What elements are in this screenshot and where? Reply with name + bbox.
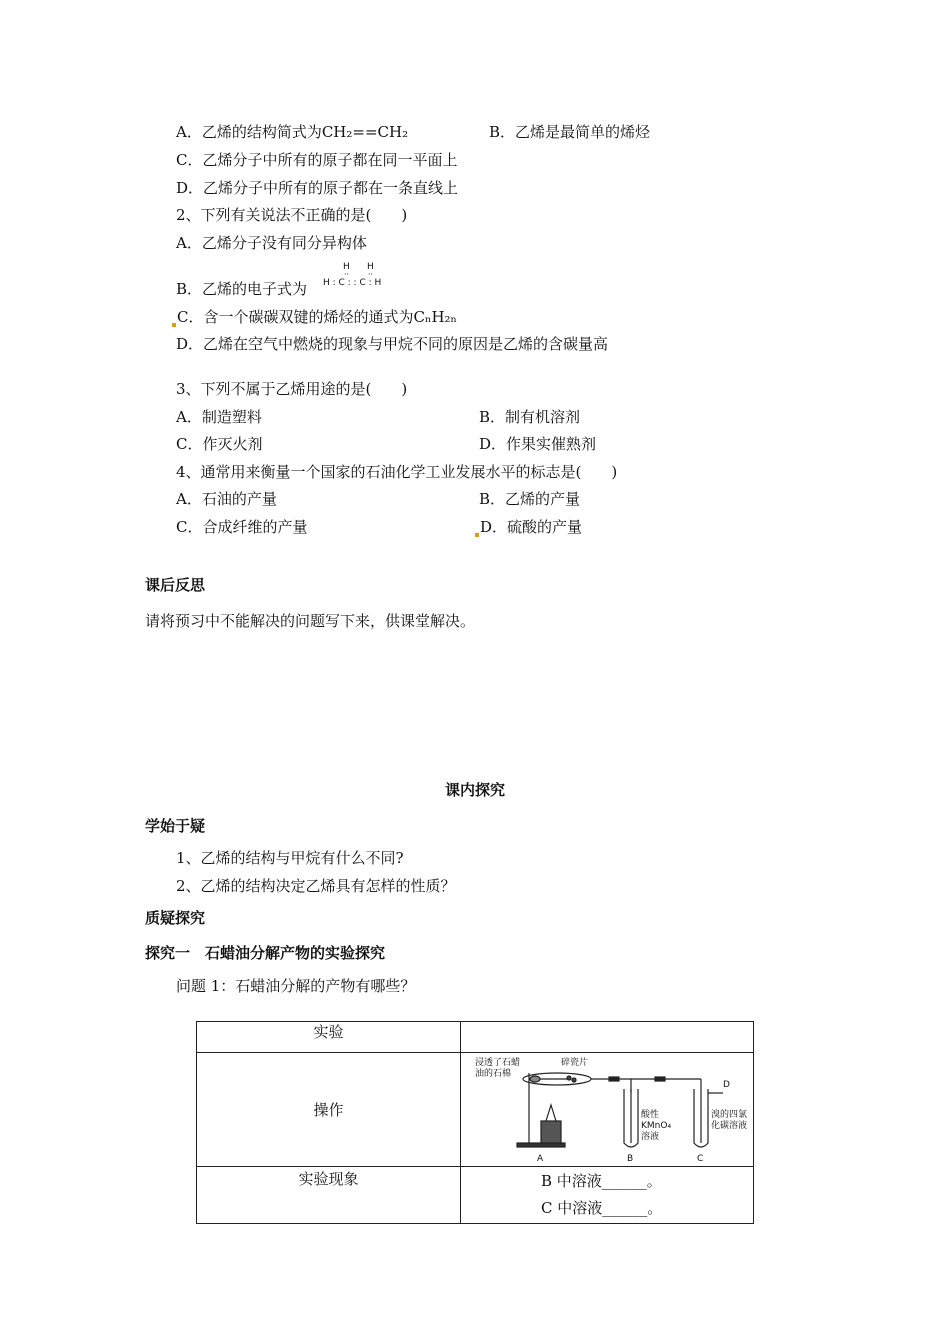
formula-top-h-1: H: [343, 262, 350, 272]
soaked-asbestos: [530, 1076, 540, 1082]
label-soaked-2: 油的石棉: [475, 1069, 512, 1079]
formula-pair-1: ··: [344, 270, 350, 279]
label-c: C: [697, 1154, 704, 1164]
formula-top-h-2: H: [367, 262, 374, 272]
q2-option-c-line: [172, 307, 457, 327]
reflection-heading: 课后反思: [145, 576, 206, 594]
label-bromine: 溴的四氯: [711, 1110, 748, 1120]
label-kmno4: KMnO₄: [641, 1121, 672, 1131]
formula-main: H : C : : C : H: [323, 278, 382, 288]
q2-option-d: D．乙烯在空气中燃烧的现象与甲烷不同的原因是乙烯的含碳量高: [176, 335, 609, 353]
q1-option-c: C．乙烯分子中所有的原子都在同一平面上: [176, 151, 458, 169]
label-a: A: [537, 1154, 544, 1164]
row-label-experiment: 实验: [197, 1022, 461, 1053]
flame-icon: [546, 1105, 556, 1121]
table-row: [197, 1053, 754, 1167]
tube-connector: [609, 1077, 619, 1081]
explore1-heading: 探究一 石蜡油分解产物的实验探究: [145, 944, 386, 962]
observation-c: C 中溶液______。: [541, 1199, 663, 1217]
porcelain-shards: [572, 1078, 576, 1082]
q2-option-a: A．乙烯分子没有同分异构体: [176, 234, 367, 252]
table-row: [197, 1022, 754, 1053]
formula-pair-2: ··: [368, 270, 374, 279]
burner-block: [541, 1121, 561, 1143]
doubt-heading: 学始于疑: [145, 817, 206, 835]
q3-option-c: C．作灭火剂: [176, 435, 263, 453]
tube-connector: [655, 1077, 665, 1081]
q4-stem: 4、通常用来衡量一个国家的石油化学工业发展水平的标志是( ): [176, 463, 618, 481]
observation-cell: [461, 1167, 754, 1224]
q3-option-d: D．作果实催熟剂: [479, 435, 597, 453]
q4-option-d: D．硫酸的产量: [480, 518, 583, 536]
q3-option-a: A．制造塑料: [176, 408, 262, 426]
label-bromine-2: 化碳溶液: [711, 1121, 748, 1131]
q4-option-d-line: [475, 517, 582, 537]
q3-stem: 3、下列不属于乙烯用途的是( ): [176, 380, 408, 398]
explore-heading: 质疑探究: [145, 909, 206, 927]
q2-option-b: B．乙烯的电子式为: [176, 280, 308, 298]
q1-option-d: D．乙烯分子中所有的原子都在一条直线上: [176, 179, 459, 197]
question-1: 问题 1：石蜡油分解的产物有哪些？: [176, 977, 416, 995]
label-solution: 溶液: [641, 1132, 660, 1142]
q4-option-c: C．合成纤维的产量: [176, 518, 308, 536]
annotation-mark: [172, 323, 176, 327]
doubt-question-1: 1、乙烯的结构与甲烷有什么不同?: [176, 849, 404, 867]
experiment-table: [196, 1021, 754, 1224]
q4-option-a: A．石油的产量: [176, 490, 277, 508]
row-label-phenomenon: 实验现象: [197, 1167, 461, 1224]
annotation-mark: [475, 533, 479, 537]
observation-b: B 中溶液______。: [541, 1172, 662, 1190]
reflection-text: 请将预习中不能解决的问题写下来，供课堂解决。: [145, 612, 476, 630]
label-b: B: [627, 1154, 634, 1164]
q2-option-c: C．含一个碳碳双键的烯烃的通式为CₙH₂ₙ: [177, 308, 458, 326]
table-row: [197, 1167, 754, 1224]
label-shards: 碎瓷片: [561, 1058, 589, 1068]
q1-option-b: B．乙烯是最简单的烯烃: [489, 123, 651, 141]
q2-stem: 2、下列有关说法不正确的是( ): [176, 206, 408, 224]
table-cell-empty: [461, 1022, 754, 1053]
section-title: 课内探究: [444, 781, 505, 799]
label-soaked: 浸透了石蜡: [475, 1058, 521, 1068]
label-d: D: [723, 1080, 730, 1090]
q1-option-a: A．乙烯的结构简式为CH₂==CH₂: [176, 123, 409, 141]
q4-option-b: B．乙烯的产量: [479, 490, 581, 508]
ethylene-electron-formula: [323, 262, 403, 296]
label-acid: 酸性: [641, 1110, 660, 1120]
apparatus-diagram: [461, 1053, 753, 1166]
doubt-question-2: 2、乙烯的结构决定乙烯具有怎样的性质？: [176, 877, 456, 895]
porcelain-shards: [567, 1076, 571, 1080]
row-label-operation: 操作: [197, 1053, 461, 1167]
q3-option-b: B．制有机溶剂: [479, 408, 581, 426]
apparatus-cell: [461, 1053, 754, 1167]
